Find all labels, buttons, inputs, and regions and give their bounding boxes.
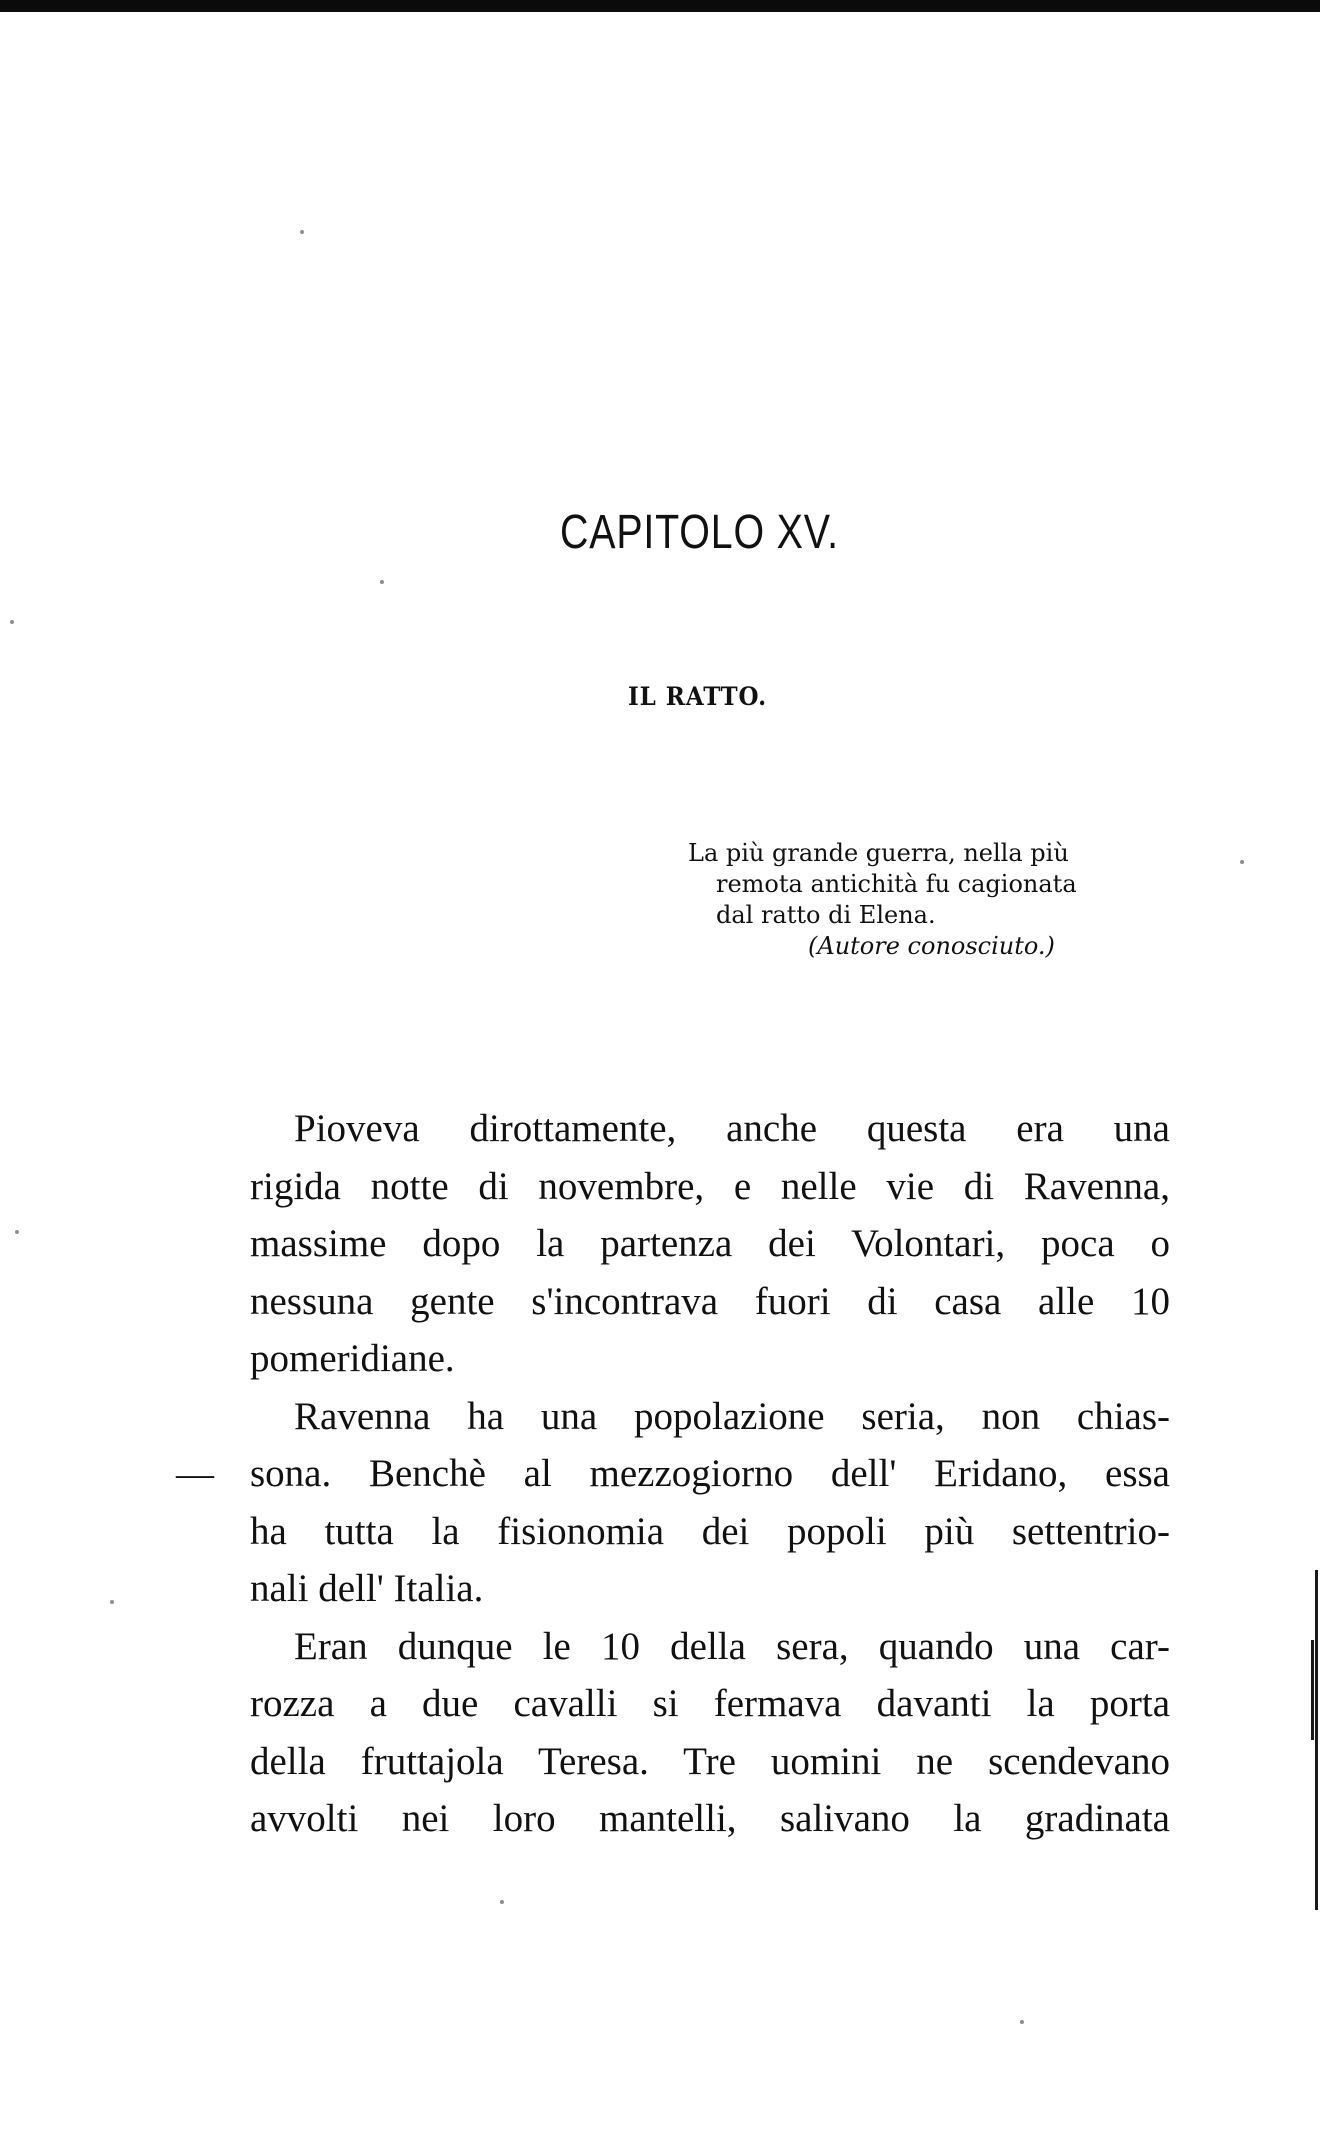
page-top-border	[0, 0, 1320, 12]
text-line: Pioveva dirottamente, anche questa era una	[294, 1107, 1170, 1150]
ink-speck	[1240, 860, 1244, 864]
text-line: pomeridiane.	[250, 1337, 455, 1380]
body-text	[250, 1100, 1170, 1848]
paragraph	[250, 1388, 1170, 1618]
text-line: avvolti nei loro mantelli, salivano la gradinata	[250, 1797, 1170, 1840]
epigraph-line: remota antichità fu cagionata	[716, 870, 1077, 898]
text-line: rigida notte di novembre, e nelle vie di Ravenna,	[250, 1164, 1170, 1208]
paragraph	[250, 1100, 1170, 1388]
chapter-title: CAPITOLO XV.	[560, 506, 839, 559]
paragraph	[250, 1618, 1170, 1848]
text-line: sona. Benchè al mezzogiorno dell' Eridano, essa	[250, 1452, 1170, 1495]
ink-speck	[500, 1900, 504, 1904]
ink-speck	[1020, 2020, 1024, 2024]
ink-speck	[110, 1600, 114, 1604]
epigraph	[688, 838, 1188, 962]
text-line: ha tutta la fisionomia dei popoli più settentrio-	[250, 1509, 1170, 1553]
text-line: nessuna gente s'incontrava fuori di casa alle 10	[250, 1279, 1170, 1323]
text-line: Ravenna ha una popolazione seria, non chias-	[294, 1394, 1170, 1438]
epigraph-attribution: (Autore conosciuto.)	[808, 932, 1055, 960]
text-line: della fruttajola Teresa. Tre uomini ne scendevano	[250, 1739, 1170, 1783]
ink-speck	[380, 580, 384, 584]
page-edge-rule-inner	[1311, 1640, 1314, 1740]
section-title: IL RATTO.	[628, 682, 768, 711]
epigraph-line: La più grande guerra, nella più	[688, 839, 1069, 867]
ink-speck	[15, 1230, 19, 1234]
text-line: massime dopo la partenza dei Volontari, poca o	[250, 1222, 1170, 1265]
ink-speck	[10, 620, 14, 624]
ink-speck	[300, 230, 304, 234]
text-line: Eran dunque le 10 della sera, quando una car-	[294, 1624, 1170, 1668]
epigraph-line: dal ratto di Elena.	[716, 901, 936, 929]
page-edge-rule	[1315, 1570, 1318, 1910]
text-line: rozza a due cavalli si fermava davanti la porta	[250, 1682, 1170, 1725]
margin-mark: —	[176, 1453, 214, 1495]
text-line: nali dell' Italia.	[250, 1567, 484, 1610]
